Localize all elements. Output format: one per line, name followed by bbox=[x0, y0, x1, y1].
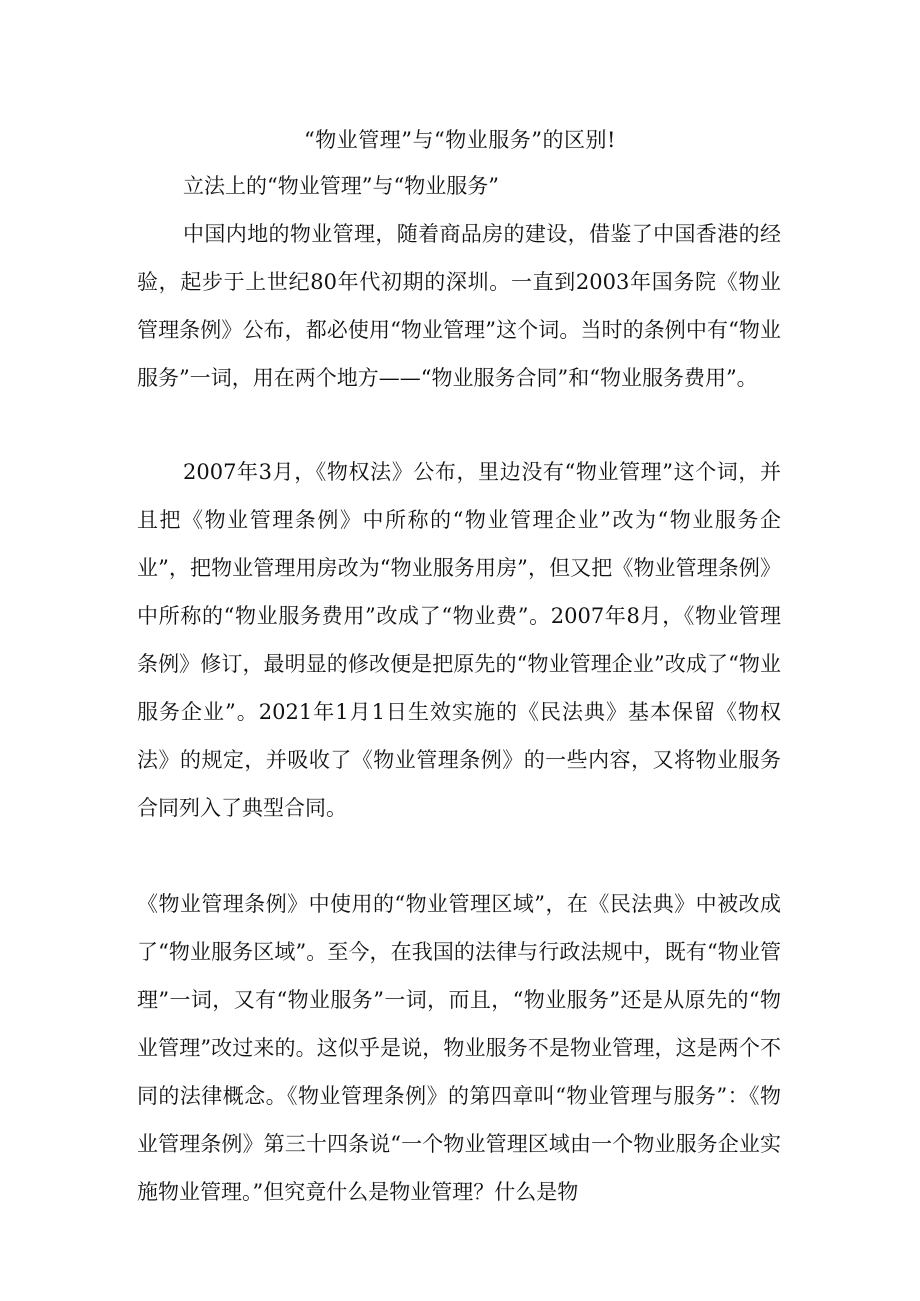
section-heading: 立法上的“物业管理”与“物业服务” bbox=[183, 174, 499, 198]
paragraph-2: 2007年3月，《物权法》公布，里边没有“物业管理”这个词，并且把《物业管理条例》中所称的“物业管理企业”改为“物业服务企业”，把物业管理用房改为“物业服务用房”，但又把《物业管理条例》中所称的“物业服务费用”改成了“物业费”。2007年8月，《物业管理条例》修订，最明显的修改便是把原先的“物业管理企业”改成了“物业服务企业”。2021年1月1日生效实施的《民法典》基本保留《物权法》的规定，并吸收了《物业管理条例》的一些内容，又将物业服务合同列入了典型合同。 bbox=[137, 460, 781, 820]
paragraph-1: 中国内地的物业管理，随着商品房的建设，借鉴了中国香港的经验，起步于上世纪80年代初期的深圳。一直到2003年国务院《物业管理条例》公布，都必使用“物业管理”这个词。当时的条例中有“物业服务”一词，用在两个地方——“物业服务合同”和“物业服务费用”。 bbox=[137, 222, 781, 390]
paragraph-3: 《物业管理条例》中使用的“物业管理区域”，在《民法典》中被改成了“物业服务区域”。至今，在我国的法律与行政法规中，既有“物业管理”一词，又有“物业服务”一词，而且，“物业服务”还是从原先的“物业管理”改过来的。这似乎是说，物业服务不是物业管理，这是两个不同的法律概念。《物业管理条例》的第四章叫“物业管理与服务”：《物业管理条例》第三十四条说“一个物业管理区域由一个物业服务企业实施物业管理。”但究竟什么是物业管理？什么是物 bbox=[137, 892, 781, 1204]
document-title: “物业管理”与“物业服务”的区别! bbox=[304, 128, 616, 152]
